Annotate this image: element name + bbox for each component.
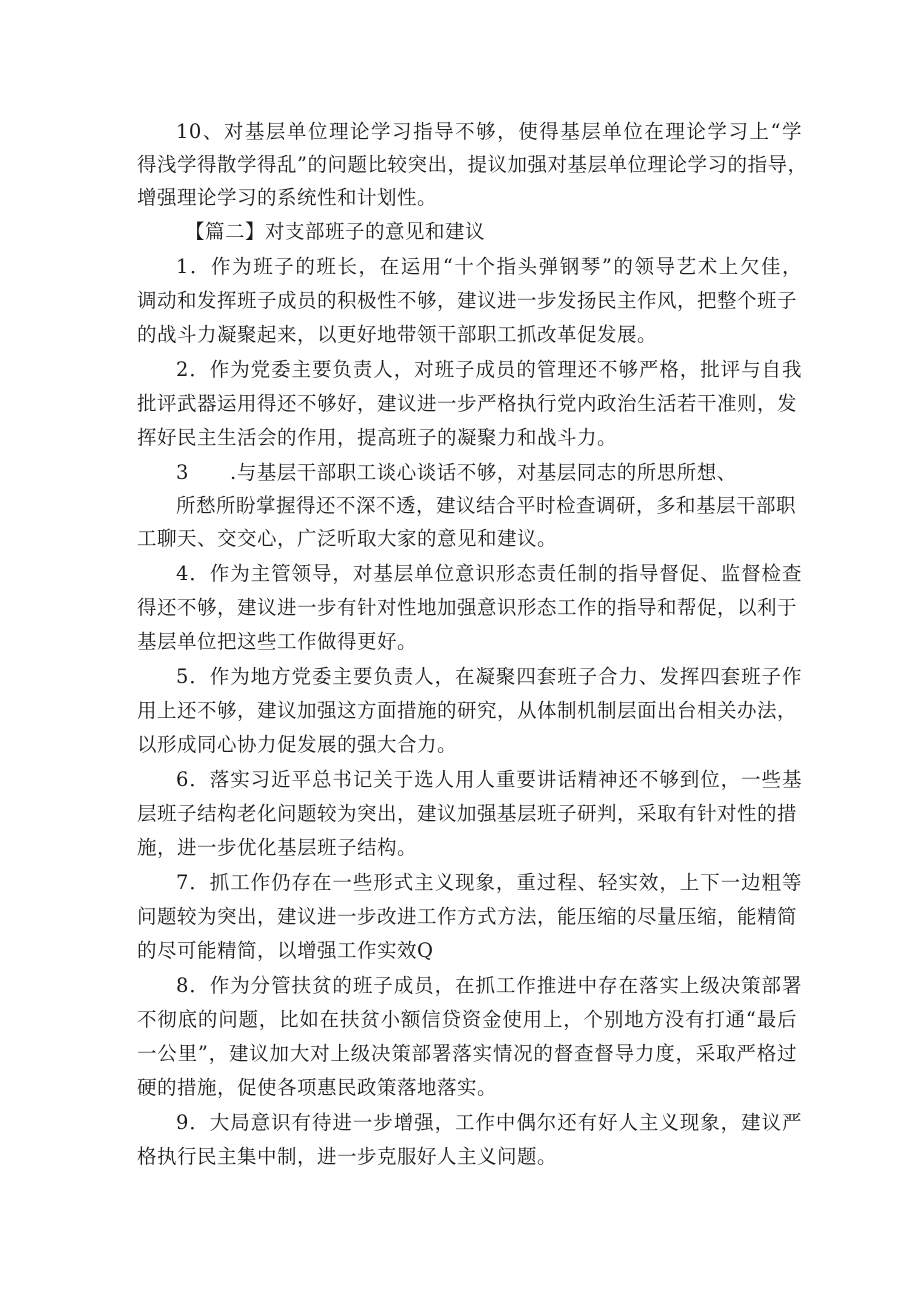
- item8-line2: 不彻底的问题，比如在扶贫小额信贷资金使用上，个别地方没有打通“最后: [137, 1008, 797, 1031]
- item8-line4: 硬的措施，促使各项惠民政策落地落实。: [137, 1076, 498, 1099]
- item9-line2: 格执行民主集中制，进一步克服好人主义问题。: [137, 1145, 558, 1168]
- item4-line1: 4．作为主管领导，对基层单位意识形态责任制的指导督促、监督检查: [176, 562, 802, 585]
- item4-line2: 得还不够，建议进一步有针对性地加强意识形态工作的指导和帮促，以利于: [137, 596, 798, 619]
- item2-line3: 挥好民主生活会的作用，提高班子的凝聚力和战斗力。: [137, 426, 618, 449]
- item8-line1: 8．作为分管扶贫的班子成员，在抓工作推进中存在落实上级决策部署: [176, 974, 802, 997]
- item5-line1: 5．作为地方党委主要负责人，在凝聚四套班子合力、发挥四套班子作: [176, 665, 802, 688]
- para10-line2: 得浅学得散学得乱”的问题比较突出，提议加强对基层单位理论学习的指导，: [137, 153, 808, 176]
- item6-line1: 6．落实习近平总书记关于选人用人重要讲话精神还不够到位，一些基: [176, 768, 802, 791]
- item1-line1: 1．作为班子的班长，在运用“十个指头弹钢琴”的领导艺术上欠佳，: [176, 255, 802, 278]
- para10-line3: 增强理论学习的系统性和计划性。: [137, 186, 438, 209]
- item5-line3: 以形成同心协力促发展的强大合力。: [137, 733, 458, 756]
- item9-line1: 9．大局意识有待进一步增强，工作中偶尔还有好人主义现象，建议严: [176, 1111, 802, 1134]
- item3-line3: 工聊天、交交心，广泛听取大家的意见和建议。: [137, 527, 558, 550]
- section-heading: 【篇二】对支部班子的意见和建议: [185, 220, 486, 243]
- item4-line3: 基层单位把这些工作做得更好。: [137, 630, 418, 653]
- item3-line2: 所愁所盼掌握得还不深不透，建议结合平时检查调研，多和基层干部职: [176, 494, 797, 517]
- item2-line1: 2．作为党委主要负责人，对班子成员的管理还不够严格，批评与自我: [176, 358, 802, 381]
- item7-line3: 的尽可能精简，以增强工作实效Q: [137, 939, 434, 962]
- item3-number: 3: [176, 461, 189, 484]
- item8-line3: 一公里”，建议加大对上级决策部署落实情况的督查督导力度，采取严格过: [137, 1042, 797, 1065]
- item1-line2: 调动和发挥班子成员的积极性不够，建议进一步发扬民主作风，把整个班子: [137, 289, 798, 312]
- item6-line2: 层班子结构老化问题较为突出，建议加强基层班子研判，采取有针对性的措: [137, 802, 798, 825]
- item7-line1: 7．抓工作仍存在一些形式主义现象，重过程、轻实效，上下一边粗等: [176, 871, 802, 894]
- item6-line3: 施，进一步优化基层班子结构。: [137, 836, 418, 859]
- item2-line2: 批评武器运用得还不够好，建议进一步严格执行党内政治生活若干准则，发: [137, 392, 798, 415]
- item3-line1: .与基层干部职工谈心谈话不够，对基层同志的所思所想、: [230, 461, 737, 484]
- para10-line1: 10、对基层单位理论学习指导不够，使得基层单位在理论学习上“学: [176, 120, 802, 143]
- item7-line2: 问题较为突出，建议进一步改进工作方式方法，能压缩的尽量压缩，能精简: [137, 905, 798, 928]
- item5-line2: 用上还不够，建议加强这方面措施的研究，从体制机制层面出台相关办法，: [137, 699, 798, 722]
- item1-line3: 的战斗力凝聚起来，以更好地带领干部职工抓改革促发展。: [137, 323, 658, 346]
